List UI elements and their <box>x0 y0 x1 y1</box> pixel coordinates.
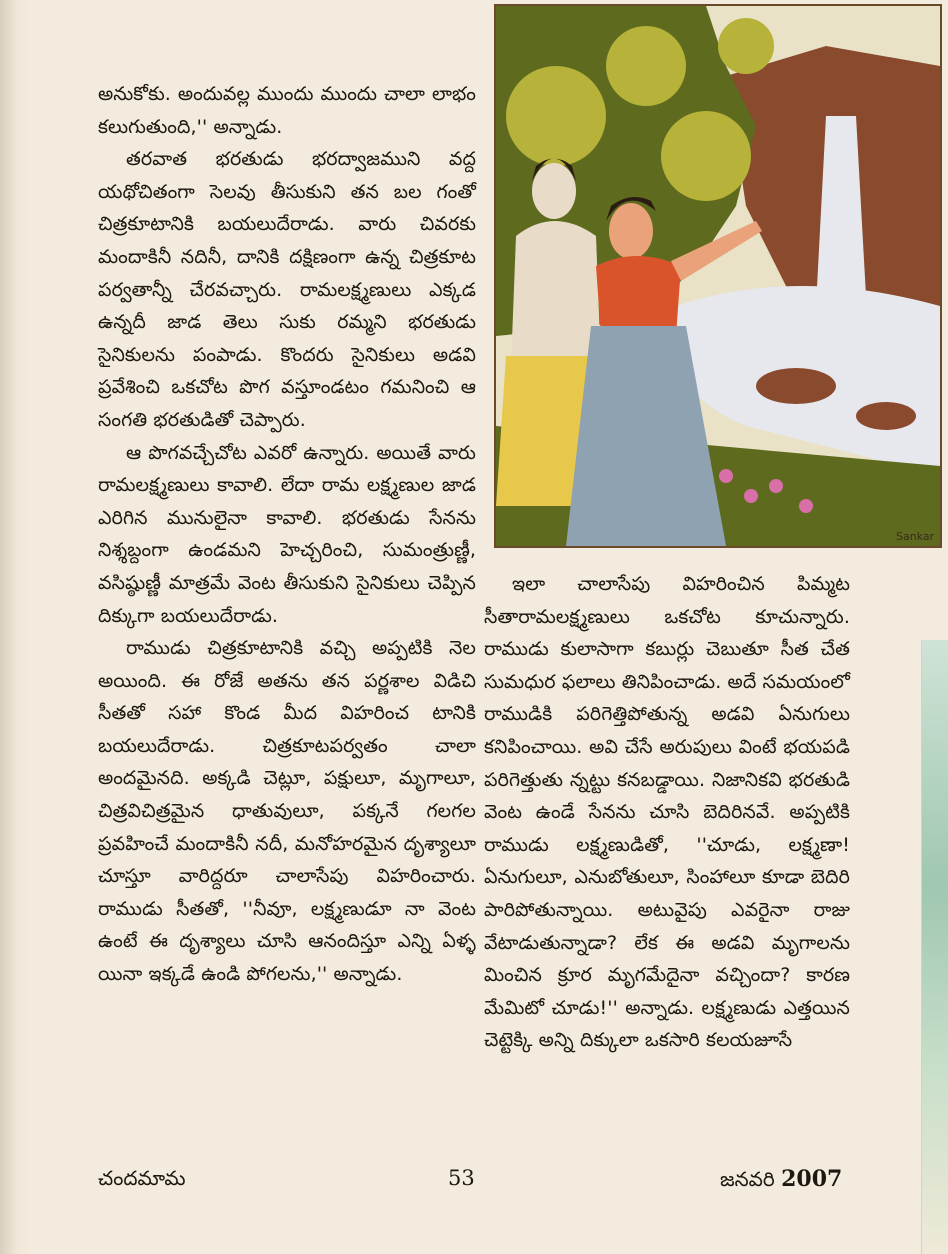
issue-date <box>720 1166 842 1196</box>
page-edge <box>921 640 948 1254</box>
right-text-column <box>484 568 850 1057</box>
artist-signature: Sankar <box>896 530 935 543</box>
paragraph: ఇలా చాలాసేపు విహరించిన పిమ్మట సీతారామలక్ష్మణులు ఒకచోట కూచున్నారు. రాముడు కులాసాగా కబుర్లు చెబుతూ సీత చేత సుమధుర ఫలాలు తినిపించాడు. అదే సమయంలో రాముడికి పరిగెత్తిపోతున్న అడవి ఏనుగులు కనిపించాయి. అవి చేసే అరుపులు వింటే భయపడి పరిగెత్తుతు న్నట్టు కనబడ్డాయి. నిజానికవి భరతుడి వెంట ఉండే సేనను చూసి బెదిరినవే. అప్పటికి రాముడు లక్ష్మణుడితో, ''చూడు, లక్ష్మణా! ఏనుగులూ, ఎనుబోతులూ, సింహాలూ కూడా బెదిరి పారిపోతున్నాయి. అటువైపు ఎవరైనా రాజు వేటాడుతున్నాడా? లేక ఈ అడవి మృగాలను మించిన క్రూర మృగమేదైనా వచ్చిందా? కారణ మేమిటో చూడు!'' అన్నాడు. లక్ష్మణుడు ఎత్తయిన చెట్టెక్కి అన్ని దిక్కులా ఒకసారి కలయజూసే <box>484 573 850 1052</box>
paragraph: అనుకోకు. అందువల్ల ముందు ముందు చాలా లాభం కలుగుతుంది,'' అన్నాడు. <box>98 83 476 138</box>
story-illustration <box>494 4 942 548</box>
issue-year: 2007 <box>781 1166 843 1192</box>
left-text-column <box>98 78 476 991</box>
illustration-svg <box>496 6 940 546</box>
page-gutter-shadow <box>0 0 28 1254</box>
paragraph: ఆ పొగవచ్చేచోట ఎవరో ఉన్నారు. అయితే వారు రామలక్ష్మణులు కావాలి. లేదా రామ లక్ష్మణుల జాడ ఎరిగిన మునులైనా కావాలి. భరతుడు సేనను నిశ్శబ్దంగా ఉండమని హెచ్చరించి, సుమంత్రుణ్ణీ, వసిష్ఠుణ్ణీ మాత్రమే వెంట తీసుకుని సైనికులు చెప్పిన దిక్కుగా బయలుదేరాడు. <box>98 441 476 627</box>
page-number: 53 <box>448 1166 475 1190</box>
magazine-name: చందమామ <box>98 1166 186 1190</box>
paragraph: తరవాత భరతుడు భరద్వాజముని వద్ద యథోచితంగా సెలవు తీసుకుని తన బల గంతో చిత్రకూటానికి బయలుదేరాడు. వారు చివరకు మందాకినీ నదినీ, దానికి దక్షిణంగా ఉన్న చిత్రకూట పర్వతాన్నీ చేరవచ్చారు. రామలక్ష్మణులు ఎక్కడ ఉన్నదీ జాడ తెలు సుకు రమ్మని భరతుడు సైనికులను పంపాడు. కొందరు సైనికులు అడవి ప్రవేశించి ఒకచోట పొగ వస్తూండటం గమనించి ఆ సంగతి భరతుడితో చెప్పారు. <box>98 148 476 431</box>
paragraph: రాముడు చిత్రకూటానికి వచ్చి అప్పటికి నెల అయింది. ఈ రోజే అతను తన పర్ణశాల విడిచి సీతతో సహా కొండ మీద విహరించ టానికి బయలుదేరాడు. చిత్రకూటపర్వతం చాలా అందమైనది. అక్కడి చెట్లూ, పక్షులూ, మృగాలూ, చిత్రవిచిత్రమైన ధాతువులూ, పక్కనే గలగల ప్రవహించే మందాకినీ నదీ, మనోహరమైన దృశ్యాలూ చూస్తూ వారిద్దరూ చాలాసేపు విహరించారు. రాముడు సీతతో, ''నీవూ, లక్ష్మణుడూ నా వెంట ఉంటే ఈ దృశ్యాలు చూసి ఆనందిస్తూ ఎన్ని ఏళ్ళ యినా ఇక్కడే ఉండి పోగలను,'' అన్నాడు. <box>98 637 476 986</box>
issue-month: జనవరి <box>720 1167 775 1191</box>
